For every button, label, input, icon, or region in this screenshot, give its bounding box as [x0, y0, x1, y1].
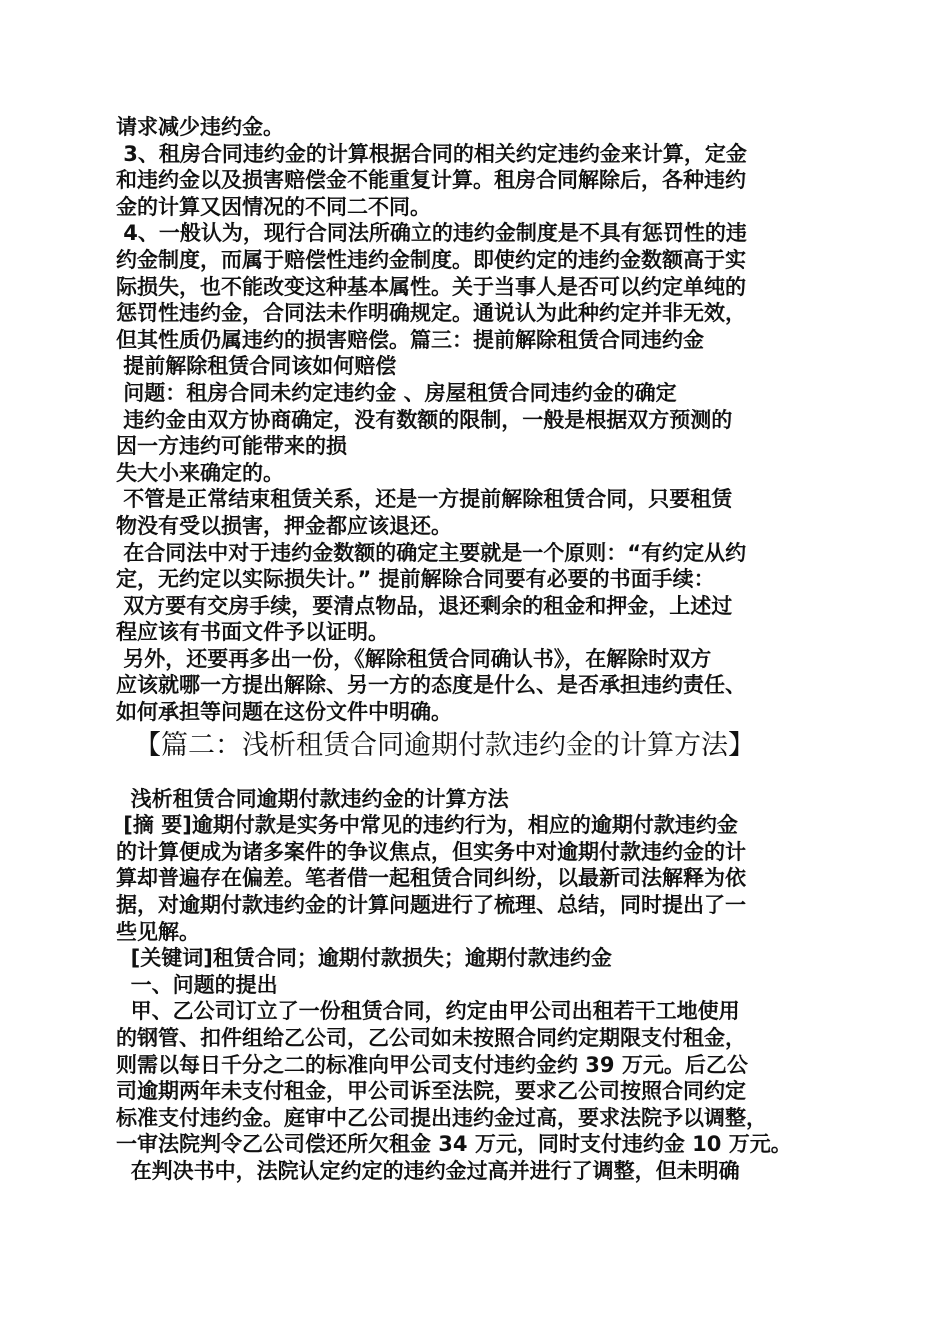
text-line: 定，无约定以实际损失计。” 提前解除合同要有必要的书面手续： [116, 567, 715, 592]
text-line: 程应该有书面文件予以证明。 [116, 620, 389, 645]
text-line: 则需以每日千分之二的标准向甲公司支付违约金约 39 万元。后乙公 [116, 1052, 748, 1077]
text-line: 但其性质仍属违约的损害赔偿。篇三：提前解除租赁合同违约金 [116, 327, 704, 352]
text-line: 金的计算又因情况的不同二不同。 [116, 194, 431, 219]
text-line: 一审法院判令乙公司偿还所欠租金 34 万元，同时支付违约金 10 万元。 [116, 1132, 792, 1157]
text-line: 些见解。 [116, 919, 200, 944]
text-line: 算却普遍存在偏差。笔者借一起租赁合同纠纷，以最新司法解释为依 [116, 866, 746, 891]
text-line: 不管是正常结束租赁关系，还是一方提前解除租赁合同，只要租赁 [116, 487, 733, 512]
text-line: 甲、乙公司订立了一份租赁合同，约定由甲公司出租若干工地使用 [116, 999, 740, 1024]
keywords-line: [关键词]租赁合同；逾期付款损失；逾期付款违约金 [116, 946, 612, 971]
section-heading: 【篇二：浅析租赁合同逾期付款违约金的计算方法】 [134, 729, 755, 761]
text-line: 违约金由双方协商确定，没有数额的限制，一般是根据双方预测的 [116, 407, 733, 432]
text-line: 另外，还要再多出一份，《解除租赁合同确认书》，在解除时双方 [116, 646, 712, 671]
text-line: 际损失，也不能改变这种基本属性。关于当事人是否可以约定单纯的 [116, 274, 746, 299]
text-line: 失大小来确定的。 [116, 460, 284, 485]
text-line: 请求减少违约金。 [116, 115, 284, 139]
text-line: 物没有受以损害，押金都应该退还。 [116, 513, 452, 538]
text-line: 问题：租房合同未约定违约金 、房屋租赁合同违约金的确定 [116, 380, 677, 405]
text-line: 3、租房合同违约金的计算根据合同的相关约定违约金来计算，定金 [116, 141, 747, 166]
text-line: 惩罚性违约金，合同法未作明确规定。通说认为此种约定并非无效， [116, 301, 746, 326]
text-line: 提前解除租赁合同该如何赔偿 [116, 354, 397, 379]
text-line: [摘 要]逾期付款是实务中常见的违约行为，相应的逾期付款违约金 [116, 813, 738, 838]
text-line: 在合同法中对于违约金数额的确定主要就是一个原则：“有约定从约 [116, 540, 747, 565]
text-line: 4、一般认为，现行合同法所确立的违约金制度是不具有惩罚性的违 [116, 221, 747, 246]
text-line: 的钢管、扣件组给乙公司，乙公司如未按照合同约定期限支付租金， [116, 1026, 746, 1050]
text-line: 如何承担等问题在这份文件中明确。 [116, 700, 452, 725]
article-title: 浅析租赁合同逾期付款违约金的计算方法 [116, 786, 509, 811]
text-line: 双方要有交房手续，要清点物品，退还剩余的租金和押金，上述过 [116, 593, 733, 618]
text-line: 司逾期两年未支付租金，甲公司诉至法院，要求乙公司按照合同约定 [116, 1079, 746, 1104]
text-line: 因一方违约可能带来的损 [116, 434, 347, 459]
text-line: 的计算便成为诸多案件的争议焦点，但实务中对逾期付款违约金的计 [116, 839, 746, 864]
subheading: 一、问题的提出 [116, 972, 278, 997]
text-line: 据，对逾期付款违约金的计算问题进行了梳理、总结，同时提出了一 [116, 893, 746, 918]
text-line: 在判决书中，法院认定约定的违约金过高并进行了调整，但未明确 [116, 1158, 740, 1183]
text-line: 应该就哪一方提出解除、另一方的态度是什么、是否承担违约责任、 [116, 673, 746, 698]
text-line: 标准支付违约金。庭审中乙公司提出违约金过高，要求法院予以调整， [116, 1105, 767, 1130]
text-line: 和违约金以及损害赔偿金不能重复计算。租房合同解除后，各种违约 [116, 168, 746, 193]
document-page [116, 114, 836, 1185]
text-line: 约金制度，而属于赔偿性违约金制度。即使约定的违约金数额高于实 [116, 247, 746, 272]
